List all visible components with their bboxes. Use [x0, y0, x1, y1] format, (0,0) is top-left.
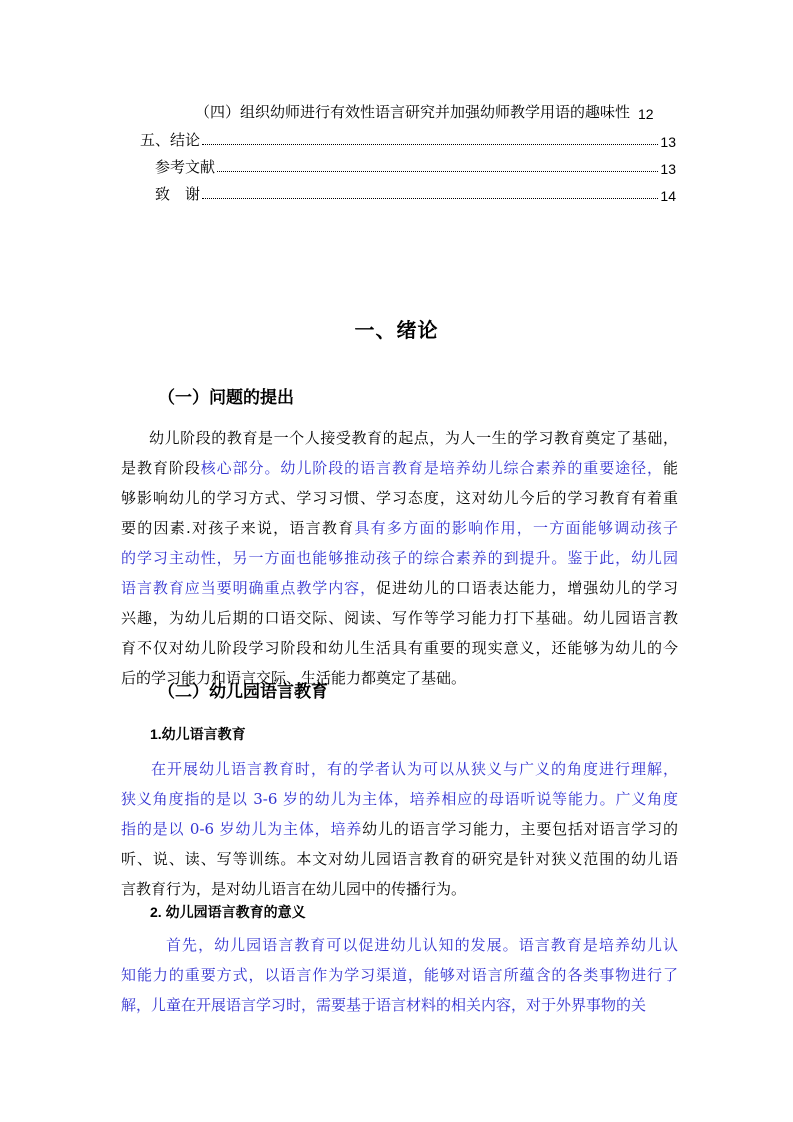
subsection-heading: 1.幼儿语言教育	[150, 726, 246, 742]
toc-entry[interactable]	[155, 153, 676, 177]
paragraph-line	[121, 573, 678, 603]
paragraph-line	[121, 423, 678, 453]
body-text: 要的因素.对孩子来说，语言教育	[121, 519, 355, 537]
section-paragraph	[121, 423, 678, 693]
paragraph-line	[121, 960, 678, 990]
paragraph-line	[121, 930, 678, 960]
section-heading: （一）问题的提出	[158, 388, 294, 407]
toc-entry-title: 参考文献	[155, 158, 216, 176]
highlighted-text: 的学习主动性，另一方面也能够推动孩子的综合素养的到提升。鉴于此，幼儿园	[121, 549, 678, 567]
toc-entry-page: 13	[660, 134, 676, 150]
paragraph-line	[121, 543, 678, 573]
toc-entry-page: 13	[660, 161, 676, 177]
body-text: 育不仅对幼儿阶段学习阶段和幼儿生活具有重要的现实意义，还能够为幼儿的今	[121, 639, 678, 657]
body-text: 言教育行为，是对幼儿语言在幼儿园中的传播行为。	[121, 880, 467, 898]
paragraph-line	[121, 874, 678, 904]
body-text: 是教育阶段	[121, 459, 201, 477]
highlighted-text: 知能力的重要方式，以语言作为学习渠道，能够对语言所蕴含的各类事物进行了	[121, 966, 678, 984]
toc-dot-leader	[202, 144, 658, 145]
toc-entry[interactable]	[140, 126, 676, 150]
body-text: 够影响幼儿的学习方式、学习习惯、学习态度，这对幼儿今后的学习教育有着重	[121, 489, 678, 507]
highlighted-text: 首先，幼儿园语言教育可以促进幼儿认知的发展。语言教育是培养幼儿认	[166, 936, 678, 954]
section-paragraph	[121, 754, 678, 904]
body-text: 幼儿的语言学习能力，主要包括对语言学习的	[362, 820, 678, 838]
highlighted-text: 狭义角度指的是以 3-6 岁的幼儿为主体，培养相应的母语听说等能力。广义角度	[121, 790, 678, 808]
chapter-title: 一、绪论	[354, 320, 439, 342]
toc-entry-page: 12	[638, 106, 654, 122]
highlighted-text: 指的是以 0-6 岁幼儿为主体，培养	[121, 820, 363, 838]
section-heading: （二）幼儿园语言教育	[158, 682, 328, 701]
toc-entry-page: 14	[660, 188, 676, 204]
toc-entry[interactable]	[195, 98, 676, 122]
body-text: 后的学习能力和语言交际、生活能力都奠定了基础。	[121, 669, 467, 687]
highlighted-text: 核心部分。幼儿阶段的语言教育是培养幼儿综合素养的重要途径，	[200, 459, 663, 477]
toc-entry[interactable]	[155, 180, 676, 204]
paragraph-line	[121, 603, 678, 633]
paragraph-line	[121, 814, 678, 844]
toc-entry-title: 五、结论	[140, 131, 201, 149]
body-text: 兴趣，为幼儿后期的口语交际、阅读、写作等学习能力打下基础。幼儿园语言教	[121, 609, 678, 627]
body-text: 听、说、读、写等训练。本文对幼儿园语言教育的研究是针对狭义范围的幼儿语	[121, 850, 678, 868]
paragraph-line	[121, 754, 678, 784]
toc-dot-leader	[217, 171, 658, 172]
highlighted-text: 语言教育应当要明确重点教学内容，	[121, 579, 377, 597]
toc-dot-leader	[202, 198, 658, 199]
highlighted-text: 具有多方面的影响作用，一方面能够调动孩子	[354, 519, 678, 537]
paragraph-line	[121, 784, 678, 814]
highlighted-text: 在开展幼儿语言教育时，有的学者认为可以从狭义与广义的角度进行理解，	[151, 760, 678, 778]
section-paragraph	[121, 930, 678, 1020]
toc-entry-title: （四）组织幼师进行有效性语言研究并加强幼师教学用语的趣味性	[195, 103, 631, 121]
paragraph-line	[121, 633, 678, 663]
body-text: 促进幼儿的口语表达能力，增强幼儿的学习	[376, 579, 678, 597]
toc-entry-title: 致 谢	[155, 185, 201, 203]
paragraph-line	[121, 844, 678, 874]
subsection-heading: 2. 幼儿园语言教育的意义	[150, 904, 306, 920]
body-text: 能	[662, 459, 678, 477]
paragraph-line	[121, 990, 678, 1020]
paragraph-line	[121, 453, 678, 483]
highlighted-text: 解，儿童在开展语言学习时，需要基于语言材料的相关内容，对于外界事物的关	[121, 996, 647, 1014]
paragraph-line	[121, 513, 678, 543]
paragraph-line	[121, 483, 678, 513]
body-text: 幼儿阶段的教育是一个人接受教育的起点，为人一生的学习教育奠定了基础，	[149, 429, 678, 447]
